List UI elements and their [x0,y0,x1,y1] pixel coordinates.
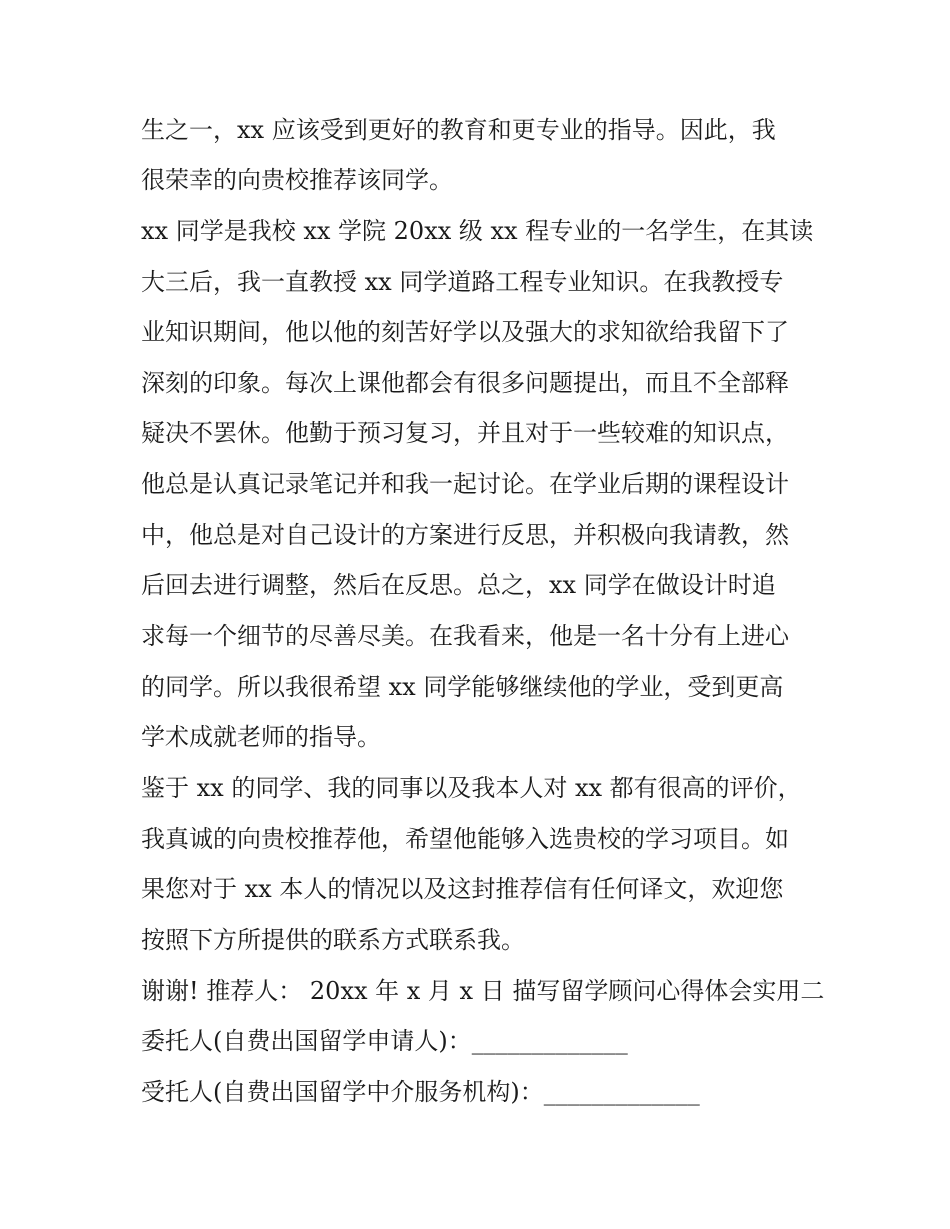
text-line: 生之一，xx 应该受到更好的教育和更专业的指导。因此，我 [141,116,776,144]
agent-signature-line: 受托人(自费出国留学中介服务机构)：_____________ [141,1078,700,1106]
text-line: 按照下方所提供的联系方式联系我。 [141,926,525,954]
text-line: 他总是认真记录笔记并和我一起讨论。在学业后期的课程设计 [141,470,789,498]
text-line: 中，他总是对自己设计的方案进行反思，并积极向我请教，然 [141,521,789,549]
client-signature-line: 委托人(自费出国留学申请人)：_____________ [141,1027,628,1055]
text-line: 业知识期间，他以他的刻苦好学以及强大的求知欲给我留下了 [141,318,789,346]
text-line: 我真诚的向贵校推荐他，希望他能够入选贵校的学习项目。如 [141,825,789,853]
text-line: 果您对于 xx 本人的情况以及这封推荐信有任何译文，欢迎您 [141,875,784,903]
text-line: 学术成就老师的指导。 [141,723,381,751]
text-line: 很荣幸的向贵校推荐该同学。 [141,166,453,194]
text-line: 深刻的印象。每次上课他都会有很多问题提出，而且不全部释 [141,369,789,397]
text-line: 疑决不罢休。他勤于预习复习，并且对于一些较难的知识点， [141,419,789,447]
text-line: 鉴于 xx 的同学、我的同事以及我本人对 xx 都有很高的评价， [141,774,802,802]
signature-line: 谢谢! 推荐人： 20xx 年 x 月 x 日 描写留学顾问心得体会实用二 [141,977,825,1005]
text-line: 求每一个细节的尽善尽美。在我看来，他是一名十分有上进心 [141,622,789,650]
text-line: 后回去进行调整，然后在反思。总之，xx 同学在做设计时追 [141,571,776,599]
text-line: 的同学。所以我很希望 xx 同学能够继续他的学业，受到更高 [141,673,784,701]
text-line: 大三后，我一直教授 xx 同学道路工程专业知识。在我教授专 [141,268,784,296]
text-line: xx 同学是我校 xx 学院 20xx 级 xx 程专业的一名学生，在其读 [141,217,814,245]
